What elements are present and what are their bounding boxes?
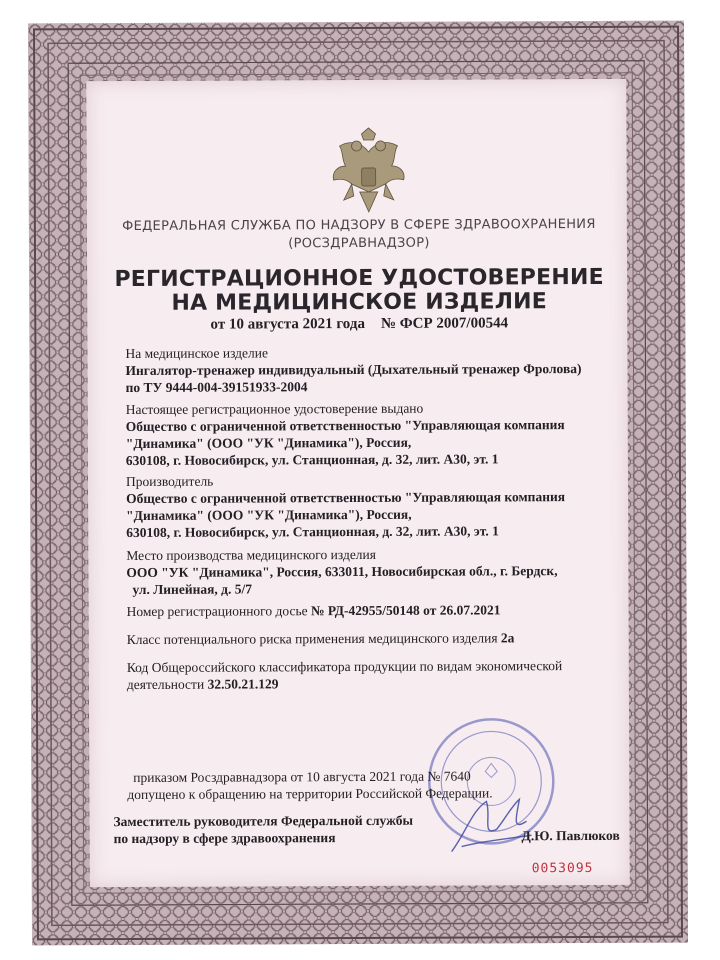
- dossier-value: № РД-42955/50148 от 26.07.2021: [310, 602, 501, 619]
- production-site-line1: ООО "УК "Динамика", Россия, 633011, Новосибирская обл., г. Бердск,: [126, 563, 558, 581]
- okpd-value: 32.50.21.129: [207, 676, 279, 692]
- holder-line2: "Динамика" (ООО "УК "Динамика"), Россия,: [125, 434, 412, 452]
- holder-label: Настоящее регистрационное удостоверение выдано: [125, 400, 424, 418]
- device-section: [125, 343, 625, 396]
- manufacturer-line3: 630108, г. Новосибирск, ул. Станционная, д. 32, лит. А30, эт. 1: [126, 523, 499, 541]
- issue-date: от 10 августа 2021 года: [210, 315, 365, 333]
- signer-position-line2: по надзору в сфере здравоохранения: [113, 830, 336, 847]
- holder-section: [126, 399, 626, 469]
- production-site-section: [126, 545, 626, 598]
- holder-line3: 630108, г. Новосибирск, ул. Станционная, д. 32, лит. А30, эт. 1: [125, 451, 499, 469]
- order-line2: допущено к обращению на территории Российской Федерации.: [127, 785, 493, 803]
- production-site-label: Место производства медицинского изделия: [126, 546, 377, 564]
- document-title-line1: РЕГИСТРАЦИОННОЕ УДОСТОВЕРЕНИЕ: [114, 264, 604, 293]
- risk-class-row: [127, 629, 627, 648]
- manufacturer-label: Производитель: [125, 473, 214, 490]
- risk-class-label: Класс потенциального риска применения медицинского изделия: [126, 630, 498, 648]
- device-spec: по ТУ 9444-004-39151933-2004: [125, 379, 308, 396]
- document-date-number: [89, 315, 629, 334]
- order-line1: приказом Росздравнадзора от 10 августа 2021 года № 7640: [133, 768, 471, 785]
- device-label: На медицинское изделие: [125, 345, 268, 362]
- signer-name: Д.Ю. Павлюков: [521, 827, 620, 844]
- serial-number: 0053095: [531, 860, 594, 877]
- manufacturer-line2: "Динамика" (ООО "УК "Динамика"), Россия,: [126, 506, 412, 524]
- signer-position: [113, 812, 413, 847]
- okpd-row: [127, 657, 627, 693]
- production-site-line2: ул. Линейная, д. 5/7: [132, 581, 253, 597]
- okpd-label-line2: деятельности: [126, 676, 205, 693]
- dossier-row: [127, 601, 627, 620]
- agency-name: ФЕДЕРАЛЬНАЯ СЛУЖБА ПО НАДЗОРУ В СФЕРЕ ЗДРАВООХРАНЕНИЯ: [122, 216, 596, 235]
- handwritten-signature-icon: [441, 791, 541, 861]
- manufacturer-section: [126, 471, 626, 541]
- double-headed-eagle-emblem-icon: [323, 122, 413, 222]
- certificate-content: [28, 21, 688, 946]
- dossier-label: Номер регистрационного досье: [126, 603, 308, 620]
- document-title-line2: НА МЕДИЦИНСКОЕ ИЗДЕЛИЕ: [171, 289, 548, 316]
- certificate-number: № ФСР 2007/00544: [380, 315, 509, 332]
- certificate-sheet: [28, 21, 688, 946]
- signer-position-line1: Заместитель руководителя Федеральной службы: [113, 812, 414, 830]
- agency-abbreviation: (РОСЗДРАВНАДЗОР): [288, 235, 430, 252]
- holder-line1: Общество с ограниченной ответственностью "Управляющая компания: [125, 417, 565, 435]
- manufacturer-line1: Общество с ограниченной ответственностью "Управляющая компания: [126, 489, 566, 507]
- okpd-label-line1: Код Общероссийского классификатора продукции по видам экономической: [126, 658, 563, 676]
- risk-class-value: 2а: [500, 630, 515, 646]
- device-name: Ингалятор-тренажер индивидуальный (Дыхательный тренажер Фролова): [125, 361, 582, 379]
